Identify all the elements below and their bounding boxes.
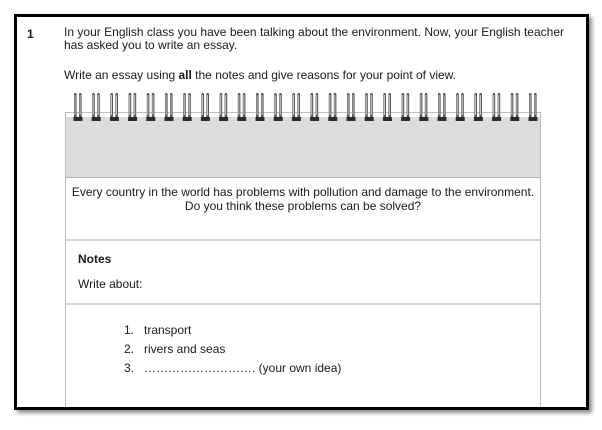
document-frame [14,14,589,410]
list-item-number: 1. [124,323,135,337]
notes-list [124,321,341,378]
spiral-binding-icon [66,93,540,125]
divider [66,239,540,241]
notebook-header-band [66,117,540,178]
list-item-text: ………………………. (your own idea) [144,361,342,375]
essay-prompt-line-2: Do you think these problems can be solved? [184,199,422,213]
list-item-text: rivers and seas [144,342,226,356]
notes-title: Notes [78,252,112,266]
essay-prompt-line-1: Every country in the world has problems with pollution and damage to the environment. [71,185,535,199]
question-intro: In your English class you have been talking about the environment. Now, your English teacher has asked you to write an essay. [64,25,564,52]
essay-prompt [66,185,540,213]
list-item [124,321,341,340]
write-about-label: Write about: [78,277,143,291]
instruction-text-end: the notes and give reasons for your point of view. [191,68,457,82]
list-item-number: 2. [124,342,135,356]
list-item [124,340,341,359]
question-instruction [64,68,456,82]
list-item [124,359,341,378]
divider [66,303,540,305]
instruction-bold-word: all [178,68,192,82]
notebook-card [65,112,541,410]
question-number: 1 [27,27,34,41]
instruction-text-start: Write an essay using [64,68,179,82]
list-item-number: 3. [124,361,135,375]
list-item-text: transport [144,323,192,337]
